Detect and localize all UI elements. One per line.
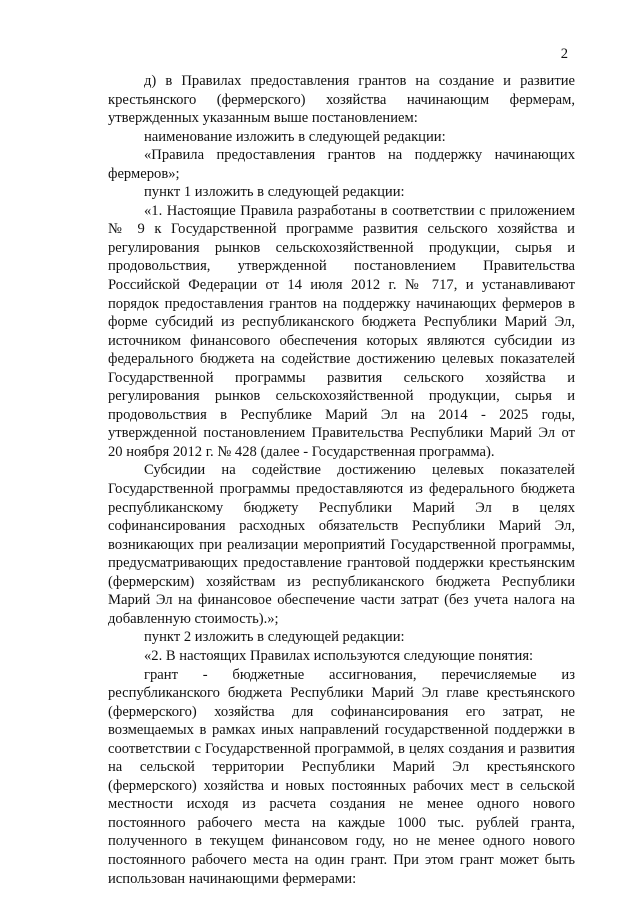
paragraph-point2-text: «2. В настоящих Правилах используются следующие понятия: [144,647,534,664]
page-number: 2 [560,46,568,62]
paragraph-point1-text: «1. Настоящие Правила разработаны в соответствии с приложением № 9 к Государственной программе развития сельского хозяйства и регулирования рынков сельскохозяйственной продукции, сырья и продовольствия, утвержденной постановлением Правительства Российской Федерации от 14 июля 2012 г. № 717, и устанавливают порядок предоставления грантов на поддержку начинающих фермеров в форме субсидий из республиканского бюджета Республики Марий Эл, источником финансового обеспечения которых являются субсидии из федерального бюджета на содействие достижению целевых показателей Государственной программы развития сельского хозяйства и регулирования рынков сельскохозяйственной продукции, сырья и продовольствия в Республике Марий Эл на 2014 - 2025 годы, утвержденной постановлением Правительства Республики Марий Эл от 20 ноября 2012 г. № 428 (далее - Государственная программа). [108,202,575,460]
paragraph-title-instruction: наименование изложить в следующей редакции: [144,128,446,145]
paragraph-rules-amendment: д) в Правилах предоставления грантов на создание и развитие крестьянского (фермерского) хозяйства начинающим фермерам, утвержденных указанным выше постановлением: [108,73,575,127]
document-body [108,72,575,888]
paragraph-point1-instruction: пункт 1 изложить в следующей редакции: [144,184,405,201]
paragraph-new-title: «Правила предоставления грантов на поддержку начинающих фермеров»; [108,147,575,182]
paragraph-subsidies: Субсидии на содействие достижению целевых показателей Государственной программы предоставляются из федерального бюджета республиканскому бюджету Республики Марий Эл в целях софинансирования расходных обязательств Республики Марий Эл, возникающих при реализации мероприятий Государственной программы, предусматривающих предоставление грантовой поддержки крестьянским (фермерским) хозяйствам из республиканского бюджета Республики Марий Эл на финансовое обеспечение части затрат (без учета налога на добавленную стоимость).»; [108,462,575,627]
paragraph-point2-instruction: пункт 2 изложить в следующей редакции: [144,629,405,646]
paragraph-grant-definition: грант - бюджетные ассигнования, перечисляемые из республиканского бюджета Республики Марий Эл главе крестьянского (фермерского) хозяйства для софинансирования его затрат, не возмещаемых в рамках иных направлений государственной поддержки в соответствии с Государственной программой, в целях создания и развития на сельской территории Республики Марий Эл крестьянского (фермерского) хозяйства и новых постоянных рабочих мест в сельской местности исходя из расчета создания не менее одного нового постоянного рабочего места на каждые 1000 тыс. рублей гранта, полученного в текущем финансовом году, но не менее одного нового постоянного рабочего места на один грант. При этом грант может быть использован начинающими фермерами: [108,666,575,887]
